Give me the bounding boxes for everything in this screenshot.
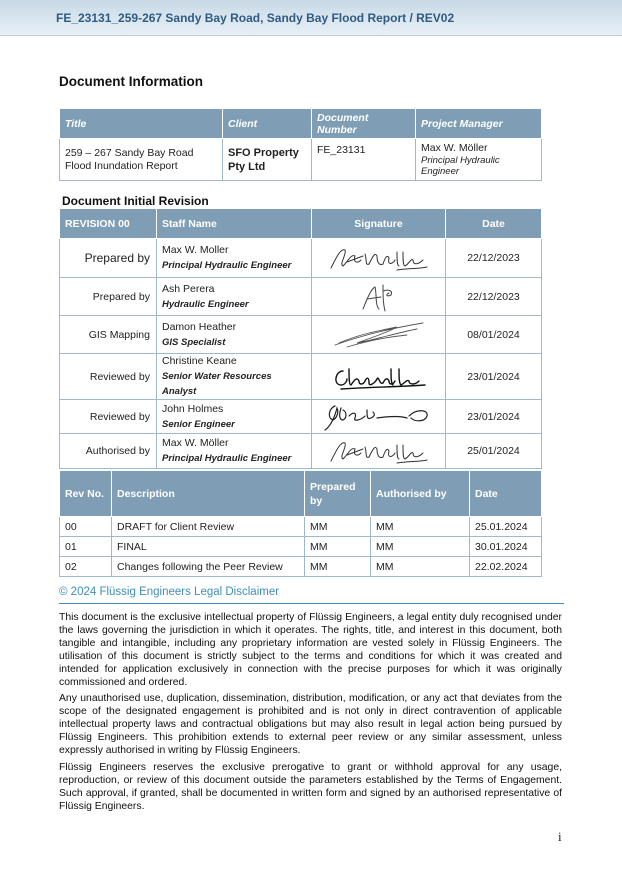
table-row xyxy=(60,537,542,557)
table-header-row xyxy=(60,109,542,139)
document-header-title: FE_23131_259-267 Sandy Bay Road, Sandy Bay Flood Report / REV02 xyxy=(56,11,455,25)
date-cell: 22.02.2024 xyxy=(470,557,542,577)
staff-name: Christine Keane xyxy=(162,355,237,367)
date-cell: 22/12/2023 xyxy=(446,278,542,316)
signature-cell xyxy=(312,278,446,316)
signature-image xyxy=(321,402,437,432)
role-cell: Prepared by xyxy=(60,239,157,278)
rev-cell: 00 xyxy=(60,517,112,537)
column-header-prepared-by: Prepared by xyxy=(305,471,371,517)
signature-image xyxy=(327,319,431,351)
staff-title: GIS Specialist xyxy=(162,336,226,348)
report-title-line2: Flood Inundation Report xyxy=(65,159,178,172)
client-cell: SFO Property Pty Ltd xyxy=(223,139,312,181)
date-cell: 22/12/2023 xyxy=(446,239,542,278)
role-cell: GIS Mapping xyxy=(60,316,157,354)
signature-image xyxy=(327,242,431,274)
signature-cell xyxy=(312,239,446,278)
staff-cell xyxy=(157,400,312,434)
authorised-cell: MM xyxy=(371,537,470,557)
date-cell: 25.01.2024 xyxy=(470,517,542,537)
table-row xyxy=(60,316,542,354)
table-header-row xyxy=(60,209,542,239)
report-title-cell xyxy=(60,139,223,181)
staff-cell xyxy=(157,434,312,469)
column-header-document-number: Document Number xyxy=(312,109,416,139)
staff-name: Ash Perera xyxy=(162,282,215,295)
table-row xyxy=(60,278,542,316)
staff-title: Principal Hydraulic Engineer xyxy=(162,453,292,464)
report-title-line1: 259 – 267 Sandy Bay Road xyxy=(65,146,194,159)
revision-history-table xyxy=(59,470,542,577)
column-header-signature: Signature xyxy=(312,209,446,239)
project-manager-role: Principal Hydraulic Engineer xyxy=(421,155,500,177)
table-row xyxy=(60,239,542,278)
staff-name: Damon Heather xyxy=(162,320,237,333)
role-cell: Reviewed by xyxy=(60,354,157,400)
staff-cell xyxy=(157,278,312,316)
disclaimer-paragraph-2: Any unauthorised use, duplication, dissemination, distribution, modification, or any act that deviates from the scope of the designated engagement is prohibited and is not only in direct contravention of applicable intellectual property laws and contractual obligations but may also result in legal action being pursued by Flüssig Engineers. This prohibition extends to external peer review or any similar assessment, unless expressly authorised in writing by Flüssig Engineers. xyxy=(59,693,562,756)
signature-cell xyxy=(312,316,446,354)
table-row xyxy=(60,139,542,181)
table-header-row xyxy=(60,471,542,517)
column-header-date: Date xyxy=(446,209,542,239)
description-cell: FINAL xyxy=(112,537,305,557)
project-manager-cell xyxy=(416,139,542,181)
date-cell: 23/01/2024 xyxy=(446,354,542,400)
staff-title: Senior Water Resources Analyst xyxy=(162,371,272,397)
document-information-heading: Document Information xyxy=(59,74,203,89)
document-information-table xyxy=(59,108,542,181)
description-cell: Changes following the Peer Review xyxy=(112,557,305,577)
signature-cell xyxy=(312,400,446,434)
page-number: i xyxy=(558,829,562,844)
rev-cell: 01 xyxy=(60,537,112,557)
column-header-date: Date xyxy=(470,471,542,517)
column-header-title: Title xyxy=(60,109,223,139)
signature-image xyxy=(329,363,429,391)
table-row xyxy=(60,434,542,469)
authorised-cell: MM xyxy=(371,517,470,537)
table-row xyxy=(60,400,542,434)
column-header-description: Description xyxy=(112,471,305,517)
disclaimer-paragraph-1: This document is the exclusive intellectual property of Flüssig Engineers, a legal entity duly recognised under the laws governing the jurisdiction in which it operates. The rights, title, and interest in this document, both tangible and intangible, including any proprietary information are vested solely in Flüssig Engineers. The utilisation of this document is strictly subject to the terms and conditions for which it was created and intended for application exclusively in connection with the precise purposes for which it was originally commissioned and ordered. xyxy=(59,612,562,688)
date-cell: 30.01.2024 xyxy=(470,537,542,557)
date-cell: 25/01/2024 xyxy=(446,434,542,469)
role-cell: Prepared by xyxy=(60,278,157,316)
date-cell: 08/01/2024 xyxy=(446,316,542,354)
staff-title: Principal Hydraulic Engineer xyxy=(162,260,292,271)
table-row xyxy=(60,517,542,537)
staff-name: John Holmes xyxy=(162,402,224,415)
prepared-cell: MM xyxy=(305,517,371,537)
disclaimer-divider xyxy=(59,603,564,604)
signature-image xyxy=(349,281,409,313)
prepared-cell: MM xyxy=(305,557,371,577)
disclaimer-title: © 2024 Flüssig Engineers Legal Disclaimer xyxy=(59,586,280,598)
document-initial-revision-heading: Document Initial Revision xyxy=(62,194,209,208)
description-cell: DRAFT for Client Review xyxy=(112,517,305,537)
staff-title: Hydraulic Engineer xyxy=(162,298,249,310)
disclaimer-paragraph-3: Flüssig Engineers reserves the exclusive prerogative to grant or withhold approval for any usage, reproduction, or review of this document outside the parameters established by the Terms of Engagement. Such approval, if granted, shall be documented in written form and signed by an authorised representative of Flüssig Engineers. xyxy=(59,762,562,812)
header-band xyxy=(0,0,622,36)
column-header-project-manager: Project Manager xyxy=(416,109,542,139)
authorised-cell: MM xyxy=(371,557,470,577)
column-header-client: Client xyxy=(223,109,312,139)
table-row xyxy=(60,354,542,400)
staff-cell xyxy=(157,354,312,400)
staff-name: Max W. Moller xyxy=(162,244,229,256)
date-cell: 23/01/2024 xyxy=(446,400,542,434)
signature-cell xyxy=(312,354,446,400)
column-header-rev-no: Rev No. xyxy=(60,471,112,517)
prepared-cell: MM xyxy=(305,537,371,557)
table-row xyxy=(60,557,542,577)
column-header-revision: REVISION 00 xyxy=(60,209,157,239)
staff-cell xyxy=(157,239,312,278)
staff-name: Max W. Möller xyxy=(162,437,229,449)
staff-title: Senior Engineer xyxy=(162,418,235,430)
staff-cell xyxy=(157,316,312,354)
role-cell: Reviewed by xyxy=(60,400,157,434)
signature-image xyxy=(327,435,431,467)
signature-cell xyxy=(312,434,446,469)
column-header-staff-name: Staff Name xyxy=(157,209,312,239)
rev-cell: 02 xyxy=(60,557,112,577)
role-cell: Authorised by xyxy=(60,434,157,469)
document-number-cell: FE_23131 xyxy=(312,139,416,181)
revision-table xyxy=(59,208,542,469)
column-header-authorised-by: Authorised by xyxy=(371,471,470,517)
project-manager-name: Max W. Möller xyxy=(421,142,488,154)
